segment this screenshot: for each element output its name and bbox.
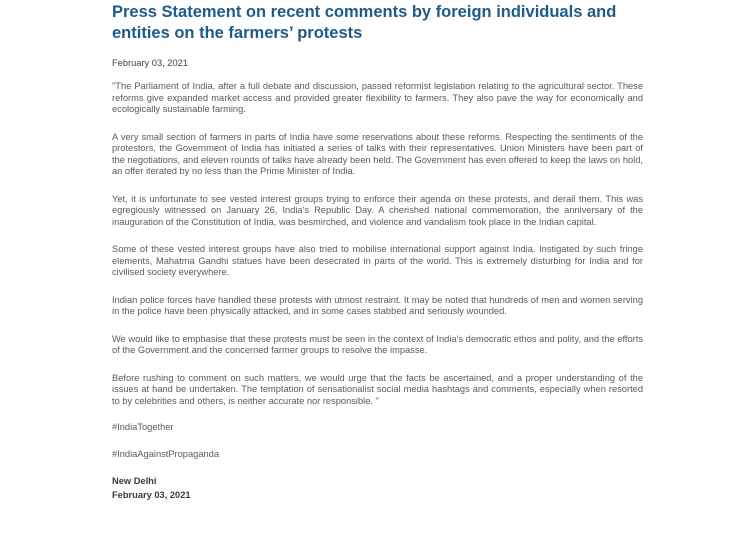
paragraph: "The Parliament of India, after a full debate and discussion, passed reformist legislation relating to the agricultural sector. These reforms give expanded market access and provided greater flexibility to farmers. They also pave the way for economically and ecologically sustainable farming. [112, 81, 643, 114]
paragraph: Before rushing to comment on such matters, we would urge that the facts be ascertained, and a proper understanding of the issues at hand be undertaken. The temptation of sensationalist social media hashtags and comments, especially when resorted to by celebrities and others, is neither accurate nor responsible. " [112, 372, 643, 406]
paragraph: Yet, it is unfortunate to see vested interest groups trying to enforce their agenda on these protests, and derail them. This was egregiously witnessed on January 26, India's Republic Day. A cherished national commemoration, the anniversary of the inauguration of the Constitution of India, was besmirched, and violence and vandalism took place in the Indian capital. [112, 193, 643, 227]
signature-block [112, 474, 643, 502]
signature-date: February 03, 2021 [112, 490, 191, 500]
signature-place: New Delhi [112, 476, 157, 486]
paragraph: A very small section of farmers in parts of India have some reservations about these reforms. Respecting the sentiments of the protestors, the Government of India has initiated a series of talks with their representatives. Union Ministers have been part of the negotiations, and eleven rounds of talks have already been held. The Government has even offered to keep the laws on hold, an offer iterated by no less than the Prime Minister of India. [112, 131, 643, 176]
paragraph: We would like to emphasise that these protests must be seen in the context of India's democratic ethos and polity, and the efforts of the Government and the concerned farmer groups to resolve the impasse. [112, 333, 643, 355]
page-title: Press Statement on recent comments by foreign individuals and entities on the farmers’ protests [112, 3, 617, 42]
hashtag: #IndiaAgainstPropaganda [112, 448, 220, 459]
paragraph: Indian police forces have handled these protests with utmost restraint. It may be noted that hundreds of men and women serving in the police have been physically attacked, and in some cases stabbed and seriously wounded. [112, 294, 643, 316]
hashtag: #IndiaTogether [112, 422, 174, 432]
paragraph: Some of these vested interest groups have also tried to mobilise international support against India. Instigated by such fringe elements, Mahatma Gandhi statues have been desecrated in parts of the world. This is extremely disturbing for India and for civilised society everywhere. [112, 244, 643, 277]
statement-date: February 03, 2021 [112, 58, 188, 68]
press-statement [112, 0, 643, 502]
